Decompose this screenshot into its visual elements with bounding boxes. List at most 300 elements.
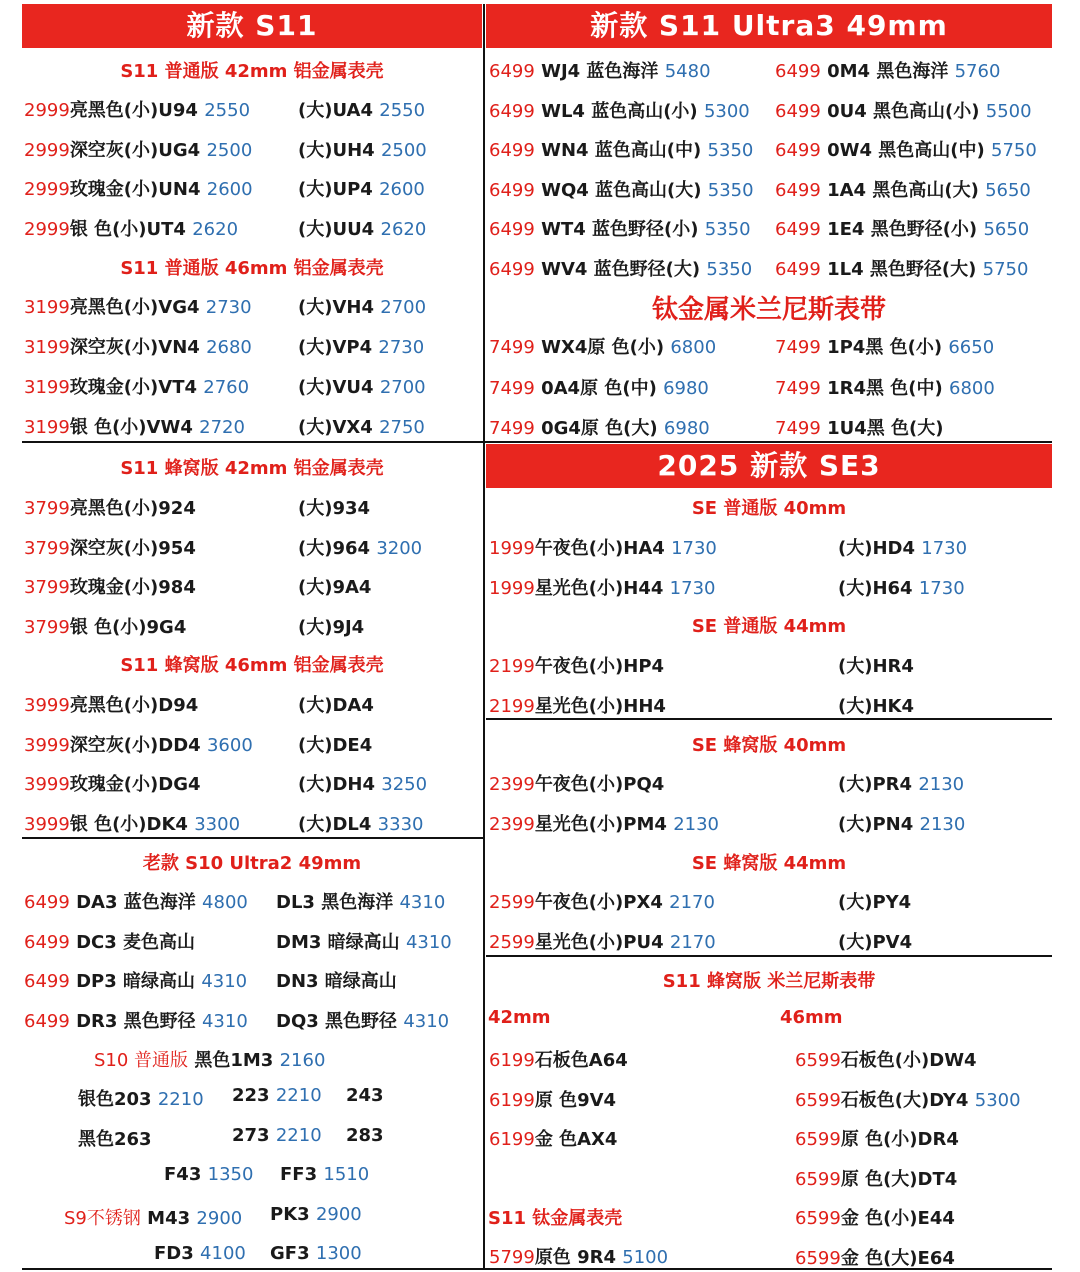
retail-price: 2399 bbox=[489, 774, 535, 795]
model-code: (大)PV4 bbox=[838, 931, 913, 953]
wholesale-price: 4100 bbox=[200, 1243, 246, 1264]
model-code: DA3 蓝色海洋 bbox=[76, 892, 196, 913]
model-code: (大)DE4 bbox=[298, 734, 373, 756]
retail-price: 1999 bbox=[489, 577, 535, 599]
divider-line bbox=[486, 718, 1052, 720]
price-entry bbox=[489, 333, 716, 359]
price-entry bbox=[276, 888, 445, 914]
price-entry bbox=[838, 692, 914, 718]
model-code: FF3 bbox=[280, 1164, 318, 1185]
retail-price: 6499 bbox=[489, 258, 535, 280]
price-entry bbox=[24, 215, 238, 241]
wholesale-price: 2600 bbox=[206, 179, 253, 200]
model-code: (大)DL4 bbox=[298, 813, 372, 835]
wholesale-price: 3330 bbox=[377, 813, 424, 835]
model-code: 石板色(小)DW4 bbox=[840, 1050, 977, 1071]
retail-price: 1999 bbox=[489, 538, 535, 559]
wholesale-price: 2160 bbox=[279, 1050, 326, 1071]
wholesale-price: 5300 bbox=[974, 1089, 1021, 1111]
retail-price: 7499 bbox=[775, 418, 821, 439]
price-entry bbox=[795, 1125, 959, 1151]
model-code: 223 bbox=[232, 1085, 270, 1106]
divider-line bbox=[486, 955, 1052, 957]
price-entry bbox=[838, 928, 912, 954]
price-entry bbox=[232, 1085, 322, 1106]
model-code: 深空灰(小)DD4 bbox=[69, 734, 201, 756]
wholesale-price: 1730 bbox=[918, 577, 965, 599]
model-code: 星光色(小)PM4 bbox=[534, 813, 667, 835]
model-code: 午夜色(小)PX4 bbox=[534, 892, 663, 913]
wholesale-price: 2620 bbox=[192, 218, 239, 240]
price-entry bbox=[298, 136, 427, 162]
wholesale-price: 4310 bbox=[201, 971, 248, 992]
model-code: 原 色9V4 bbox=[534, 1089, 617, 1111]
model-code: WN4 蓝色高山(中) bbox=[541, 140, 702, 161]
model-code: (大)DA4 bbox=[298, 695, 374, 716]
wholesale-price: 2680 bbox=[206, 337, 252, 358]
model-code: (大)9A4 bbox=[298, 577, 372, 598]
model-code: 1E4 黑色野径(小) bbox=[827, 219, 978, 240]
price-entry bbox=[775, 333, 994, 359]
retail-price: 6499 bbox=[775, 258, 821, 280]
price-entry bbox=[24, 770, 201, 796]
price-entry bbox=[232, 1125, 322, 1146]
price-entry bbox=[489, 574, 715, 600]
model-code: (大)UH4 bbox=[298, 139, 375, 161]
header-s11: 新款 S11 bbox=[22, 4, 482, 48]
retail-price: 2999 bbox=[24, 100, 70, 121]
retail-price: 2599 bbox=[489, 892, 535, 913]
retail-price: 2399 bbox=[489, 813, 535, 835]
price-entry bbox=[489, 57, 711, 83]
price-entry bbox=[489, 414, 710, 440]
model-code: 1P4黑 色(小) bbox=[827, 337, 943, 358]
retail-price: 7499 bbox=[489, 418, 535, 439]
retail-price: 6499 bbox=[24, 931, 70, 953]
model-code: WL4 蓝色高山(小) bbox=[541, 100, 698, 122]
model-code: 银 色(小)9G4 bbox=[69, 616, 187, 638]
wholesale-price: 5350 bbox=[704, 219, 751, 240]
wholesale-price: 4310 bbox=[403, 1010, 450, 1032]
retail-price: 6499 bbox=[775, 179, 821, 201]
size-label: 42mm bbox=[488, 1007, 551, 1028]
model-code: DP3 暗绿高山 bbox=[76, 971, 196, 992]
wholesale-price: 6980 bbox=[663, 418, 710, 439]
retail-price: 2599 bbox=[489, 931, 535, 953]
retail-price: 3199 bbox=[24, 337, 70, 358]
price-entry bbox=[775, 215, 1029, 241]
wholesale-price: 2170 bbox=[669, 931, 716, 953]
price-entry bbox=[489, 136, 753, 162]
retail-price: 6599 bbox=[795, 1168, 841, 1190]
price-entry bbox=[775, 57, 1000, 83]
retail-price: 6499 bbox=[775, 219, 821, 240]
price-entry bbox=[489, 534, 717, 560]
model-code: 原 色(小)DR4 bbox=[840, 1129, 959, 1150]
model-code: DN3 暗绿高山 bbox=[276, 971, 397, 992]
price-entry bbox=[24, 534, 196, 560]
section-title: S11 钛金属表壳 bbox=[488, 1208, 623, 1229]
model-code: (大)UP4 bbox=[298, 179, 373, 200]
retail-price: 2999 bbox=[24, 139, 70, 161]
model-code: F43 bbox=[164, 1164, 202, 1185]
price-entry bbox=[795, 1165, 957, 1191]
model-code: PK3 bbox=[270, 1204, 310, 1225]
price-entry bbox=[154, 1243, 246, 1264]
price-entry bbox=[489, 1243, 668, 1269]
model-code: 星光色(小)HH4 bbox=[534, 695, 666, 717]
wholesale-price: 2620 bbox=[380, 218, 427, 240]
retail-price: 6599 bbox=[795, 1129, 841, 1150]
section-title: S11 普通版 42mm 铝金属表壳 bbox=[120, 61, 384, 82]
wholesale-price: 2210 bbox=[275, 1085, 322, 1106]
price-entry bbox=[24, 613, 186, 639]
price-entry bbox=[489, 1046, 628, 1072]
price-entry bbox=[24, 136, 252, 162]
model-code: 银色203 bbox=[78, 1089, 152, 1110]
retail-price: 6499 bbox=[24, 971, 70, 992]
retail-price: 3799 bbox=[24, 616, 70, 638]
model-code: (大)PN4 bbox=[838, 813, 914, 835]
model-code: 金 色(大)E64 bbox=[840, 1247, 955, 1269]
wholesale-price: 2500 bbox=[380, 139, 427, 161]
model-code: 玫瑰金(小)VT4 bbox=[69, 377, 197, 398]
retail-price: 3199 bbox=[24, 377, 70, 398]
model-code: FD3 bbox=[154, 1243, 194, 1264]
header-s11-ultra3: 新款 S11 Ultra3 49mm bbox=[486, 4, 1052, 48]
retail-price: 6499 bbox=[489, 219, 535, 240]
model-code: 玫瑰金(小)984 bbox=[69, 577, 196, 598]
series-label: S10 普通版 bbox=[94, 1050, 189, 1071]
price-entry bbox=[298, 691, 374, 717]
wholesale-price: 1730 bbox=[921, 538, 968, 559]
wholesale-price: 2760 bbox=[203, 377, 250, 398]
model-code: 午夜色(小)PQ4 bbox=[534, 774, 665, 795]
retail-price: 2199 bbox=[489, 656, 535, 677]
retail-price: 3999 bbox=[24, 774, 70, 795]
model-code: (大)H64 bbox=[838, 577, 913, 599]
wholesale-price: 5500 bbox=[985, 100, 1032, 122]
model-code: (大)VH4 bbox=[298, 297, 374, 318]
model-code: 1U4黑 色(大) bbox=[827, 418, 944, 439]
wholesale-price: 1510 bbox=[323, 1164, 370, 1185]
retail-price: 7499 bbox=[775, 377, 821, 399]
model-code: DQ3 黑色野径 bbox=[276, 1010, 398, 1032]
price-entry bbox=[795, 1086, 1021, 1112]
wholesale-price: 2600 bbox=[379, 179, 425, 200]
wholesale-price: 4310 bbox=[201, 1010, 248, 1032]
price-entry bbox=[838, 652, 914, 678]
price-entry bbox=[24, 731, 253, 757]
price-entry bbox=[298, 534, 422, 560]
price-entry bbox=[24, 928, 195, 954]
wholesale-price: 4310 bbox=[405, 931, 452, 953]
model-code: (大)964 bbox=[298, 537, 371, 559]
price-entry bbox=[795, 1244, 955, 1270]
wholesale-price: 2750 bbox=[379, 417, 425, 438]
price-entry bbox=[775, 414, 943, 440]
section-title: S11 蜂窝版 42mm 铝金属表壳 bbox=[120, 458, 384, 479]
model-code: 银 色(小)VW4 bbox=[69, 417, 193, 438]
section-title: S11 蜂窝版 米兰尼斯表带 bbox=[662, 971, 876, 992]
wholesale-price: 6800 bbox=[949, 377, 995, 399]
model-code: 金 色AX4 bbox=[534, 1129, 618, 1150]
price-entry bbox=[795, 1204, 955, 1230]
wholesale-price: 5350 bbox=[707, 140, 754, 161]
price-entry bbox=[24, 691, 198, 717]
wholesale-price: 2500 bbox=[206, 139, 253, 161]
retail-price: 6199 bbox=[489, 1129, 535, 1150]
wholesale-price: 2550 bbox=[379, 100, 426, 121]
wholesale-price: 5650 bbox=[985, 179, 1031, 201]
wholesale-price: 5760 bbox=[954, 61, 1001, 82]
price-entry bbox=[489, 374, 709, 400]
model-code: 亮黑色(小)924 bbox=[69, 498, 196, 519]
model-code: (大)VP4 bbox=[298, 337, 373, 358]
price-entry bbox=[78, 1125, 152, 1151]
model-code: 0W4 黑色高山(中) bbox=[827, 140, 985, 161]
price-entry bbox=[298, 96, 425, 122]
price-entry bbox=[280, 1164, 369, 1185]
retail-price: 6599 bbox=[795, 1050, 841, 1071]
retail-price: 3799 bbox=[24, 498, 70, 519]
retail-price: 3799 bbox=[24, 577, 70, 598]
model-code: 黑色1M3 bbox=[194, 1050, 274, 1071]
model-code: WQ4 蓝色高山(大) bbox=[541, 179, 702, 201]
price-entry bbox=[489, 1125, 617, 1151]
model-code: (大)HR4 bbox=[838, 656, 914, 677]
section-title: 钛金属米兰尼斯表带 bbox=[651, 295, 886, 325]
price-entry bbox=[298, 293, 426, 319]
wholesale-price: 2130 bbox=[673, 813, 719, 835]
retail-price: 6499 bbox=[24, 892, 70, 913]
price-entry bbox=[795, 1046, 977, 1072]
price-entry bbox=[298, 494, 370, 520]
wholesale-price: 3300 bbox=[194, 813, 241, 835]
model-code: 0A4原 色(中) bbox=[541, 377, 657, 399]
price-entry bbox=[838, 574, 965, 600]
wholesale-price: 2900 bbox=[315, 1204, 362, 1225]
model-code: DM3 暗绿高山 bbox=[276, 931, 400, 953]
price-entry bbox=[298, 333, 424, 359]
model-code: DC3 麦色高山 bbox=[76, 931, 196, 953]
retail-price: 6499 bbox=[489, 61, 535, 82]
section-title: S11 蜂窝版 46mm 铝金属表壳 bbox=[120, 655, 384, 676]
divider-line bbox=[22, 837, 484, 839]
price-entry bbox=[489, 928, 716, 954]
price-entry bbox=[64, 1204, 242, 1230]
model-code: GF3 bbox=[270, 1243, 310, 1264]
model-code: 深空灰(小)UG4 bbox=[69, 139, 201, 161]
wholesale-price: 4310 bbox=[399, 892, 446, 913]
price-entry bbox=[489, 692, 666, 718]
wholesale-price: 5650 bbox=[983, 219, 1030, 240]
model-code: (大)9J4 bbox=[298, 616, 365, 638]
wholesale-price: 2170 bbox=[669, 892, 715, 913]
price-entry bbox=[24, 888, 248, 914]
price-entry bbox=[298, 613, 364, 639]
price-entry bbox=[775, 374, 995, 400]
model-code: 1L4 黑色野径(大) bbox=[827, 258, 977, 280]
price-entry bbox=[298, 175, 425, 201]
size-label: 46mm bbox=[780, 1007, 843, 1028]
retail-price: 6499 bbox=[775, 140, 821, 161]
model-code: 玫瑰金(小)DG4 bbox=[69, 774, 201, 795]
model-code: 283 bbox=[346, 1125, 384, 1146]
price-entry bbox=[838, 810, 965, 836]
model-code: 午夜色(小)HP4 bbox=[534, 656, 665, 677]
model-code: 玫瑰金(小)UN4 bbox=[69, 179, 201, 200]
wholesale-price: 3200 bbox=[376, 537, 423, 559]
price-entry bbox=[276, 928, 452, 954]
wholesale-price: 2210 bbox=[275, 1125, 322, 1146]
price-entry bbox=[24, 413, 245, 439]
price-entry bbox=[489, 1086, 616, 1112]
wholesale-price: 2130 bbox=[919, 813, 966, 835]
wholesale-price: 1730 bbox=[671, 538, 717, 559]
price-entry bbox=[24, 373, 249, 399]
price-entry bbox=[298, 215, 426, 241]
wholesale-price: 2130 bbox=[918, 774, 965, 795]
section-title: SE 蜂窝版 40mm bbox=[691, 735, 847, 756]
price-entry bbox=[24, 810, 240, 836]
price-entry bbox=[24, 96, 250, 122]
price-entry bbox=[24, 293, 252, 319]
wholesale-price: 5480 bbox=[664, 61, 711, 82]
model-code: 深空灰(小)954 bbox=[69, 537, 196, 559]
price-entry bbox=[94, 1046, 325, 1072]
retail-price: 6499 bbox=[489, 100, 535, 122]
price-entry bbox=[489, 770, 664, 796]
header-se3: 2025 新款 SE3 bbox=[486, 444, 1052, 488]
price-entry bbox=[298, 573, 371, 599]
model-code: 原色 9R4 bbox=[534, 1247, 616, 1268]
price-entry bbox=[164, 1164, 253, 1185]
retail-price: 6599 bbox=[795, 1247, 841, 1269]
price-entry bbox=[489, 810, 719, 836]
retail-price: 2199 bbox=[489, 695, 535, 717]
price-entry bbox=[489, 255, 752, 281]
retail-price: 6499 bbox=[775, 61, 821, 82]
retail-price: 6499 bbox=[489, 179, 535, 201]
price-entry bbox=[24, 175, 253, 201]
model-code: 星光色(小)H44 bbox=[534, 577, 664, 599]
price-entry bbox=[298, 373, 426, 399]
price-entry bbox=[838, 888, 911, 914]
wholesale-price: 3250 bbox=[381, 774, 428, 795]
price-entry bbox=[24, 573, 196, 599]
model-code: (大)934 bbox=[298, 498, 371, 519]
model-code: (大)PY4 bbox=[838, 892, 912, 913]
price-entry bbox=[775, 255, 1028, 281]
model-code: 亮黑色(小)D94 bbox=[69, 695, 199, 716]
model-code: 午夜色(小)HA4 bbox=[534, 538, 665, 559]
retail-price: 2999 bbox=[24, 218, 70, 240]
price-entry bbox=[775, 176, 1031, 202]
section-title: 老款 S10 Ultra2 49mm bbox=[142, 853, 362, 874]
wholesale-price: 2720 bbox=[199, 417, 245, 438]
model-code: WJ4 蓝色海洋 bbox=[541, 61, 659, 82]
price-entry bbox=[346, 1085, 384, 1106]
retail-price: 7499 bbox=[775, 337, 821, 358]
series-label: S9不锈钢 bbox=[64, 1208, 141, 1229]
price-entry bbox=[24, 1007, 248, 1033]
price-entry bbox=[78, 1085, 204, 1111]
model-code: DL3 黑色海洋 bbox=[276, 892, 394, 913]
wholesale-price: 5750 bbox=[982, 258, 1029, 280]
model-code: 深空灰(小)VN4 bbox=[69, 337, 200, 358]
price-entry bbox=[489, 176, 754, 202]
model-code: (大)HD4 bbox=[838, 538, 915, 559]
column-divider bbox=[483, 4, 485, 1268]
retail-price: 6599 bbox=[795, 1089, 841, 1111]
model-code: 金 色(小)E44 bbox=[840, 1208, 955, 1229]
retail-price: 6599 bbox=[795, 1208, 841, 1229]
wholesale-price: 5350 bbox=[706, 258, 753, 280]
model-code: (大)UU4 bbox=[298, 218, 375, 240]
price-entry bbox=[298, 731, 372, 757]
retail-price: 3199 bbox=[24, 417, 70, 438]
price-entry bbox=[276, 1007, 449, 1033]
model-code: 243 bbox=[346, 1085, 384, 1106]
model-code: 1R4黑 色(中) bbox=[827, 377, 943, 399]
wholesale-price: 6980 bbox=[663, 377, 709, 399]
model-code: 石板色A64 bbox=[534, 1050, 628, 1071]
retail-price: 3999 bbox=[24, 813, 70, 835]
model-code: 银 色(小)DK4 bbox=[69, 813, 188, 835]
model-code: WX4原 色(小) bbox=[541, 337, 665, 358]
section-title: SE 普通版 40mm bbox=[691, 498, 847, 519]
price-entry bbox=[489, 97, 750, 123]
wholesale-price: 2700 bbox=[380, 297, 427, 318]
section-title: SE 普通版 44mm bbox=[691, 616, 847, 637]
wholesale-price: 5350 bbox=[707, 179, 754, 201]
price-entry bbox=[775, 136, 1037, 162]
wholesale-price: 2900 bbox=[196, 1208, 243, 1229]
model-code: 石板色(大)DY4 bbox=[840, 1089, 969, 1111]
model-code: 银 色(小)UT4 bbox=[69, 218, 186, 240]
model-code: 星光色(小)PU4 bbox=[534, 931, 664, 953]
model-code: (大)PR4 bbox=[838, 774, 913, 795]
divider-line bbox=[22, 441, 1052, 443]
wholesale-price: 2550 bbox=[204, 100, 251, 121]
model-code: WT4 蓝色野径(小) bbox=[541, 219, 699, 240]
price-entry bbox=[270, 1243, 362, 1264]
wholesale-price: 5750 bbox=[991, 140, 1037, 161]
wholesale-price: 2210 bbox=[157, 1089, 204, 1110]
model-code: 0U4 黑色高山(小) bbox=[827, 100, 980, 122]
price-entry bbox=[298, 413, 425, 439]
model-code: 0G4原 色(大) bbox=[541, 418, 658, 439]
price-entry bbox=[24, 494, 196, 520]
price-entry bbox=[775, 97, 1032, 123]
retail-price: 6199 bbox=[489, 1089, 535, 1111]
retail-price: 6499 bbox=[24, 1010, 70, 1032]
section-title: SE 蜂窝版 44mm bbox=[691, 853, 847, 874]
wholesale-price: 5100 bbox=[622, 1247, 669, 1268]
model-code: 亮黑色(小)U94 bbox=[69, 100, 198, 121]
wholesale-price: 2730 bbox=[205, 297, 252, 318]
retail-price: 2999 bbox=[24, 179, 70, 200]
retail-price: 3999 bbox=[24, 734, 70, 756]
price-entry bbox=[24, 333, 252, 359]
model-code: (大)UA4 bbox=[298, 100, 373, 121]
model-code: 0M4 黑色海洋 bbox=[827, 61, 949, 82]
price-entry bbox=[489, 888, 715, 914]
wholesale-price: 5300 bbox=[703, 100, 750, 122]
price-entry bbox=[298, 770, 427, 796]
wholesale-price: 1730 bbox=[669, 577, 716, 599]
